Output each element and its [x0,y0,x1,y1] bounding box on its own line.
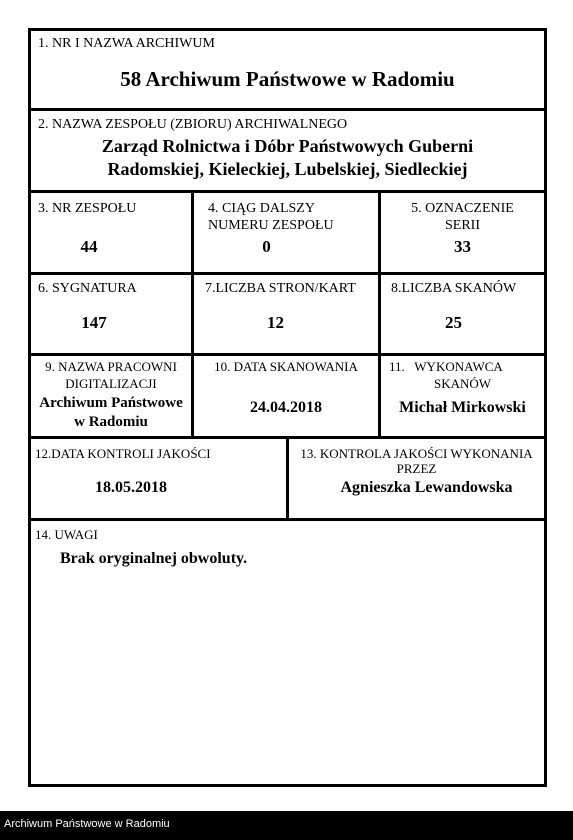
qc-date-cell [31,439,286,518]
fonds-number-cell [31,193,191,272]
qc-date-value: 18.05.2018 [95,479,167,496]
digitization-lab-value-line1: Archiwum Państwowe [39,395,183,411]
qc-by-label-line2: PRZEZ [396,461,437,476]
digitization-lab-cell [31,356,191,436]
archive-label: 1. NR I NAZWA ARCHIWUM [38,36,215,51]
fonds-continuation-label-line1: 4. CIĄG DALSZY [208,201,315,216]
remarks-value: Brak oryginalnej obwoluty. [60,550,248,567]
remarks-label: 14. UWAGI [35,527,98,542]
series-value: 33 [454,237,471,256]
footer-text: Archiwum Państwowe w Radomiu [4,818,170,830]
signature-value: 147 [81,313,107,332]
pages-cell [194,275,378,353]
scans-label: 8.LICZBA SKANÓW [391,281,517,296]
qc-by-label-line1: 13. KONTROLA JAKOŚCI WYKONANIA [300,446,533,461]
fonds-name-value-line1: Zarząd Rolnictwa i Dóbr Państwowych Guberni [101,136,474,156]
scans-value: 25 [445,313,462,332]
pages-value: 12 [267,313,284,332]
series-cell [381,193,544,272]
scanner-label-line2: SKANÓW [433,376,492,391]
series-label-line1: 5. OZNACZENIE [411,201,514,216]
scans-cell [381,275,544,353]
archive-cell [31,31,544,108]
scan-date-label: 10. DATA SKANOWANIA [214,359,358,374]
fonds-continuation-cell [194,193,378,272]
archive-value: 58 Archiwum Państwowe w Radomiu [120,67,455,91]
qc-by-value: Agnieszka Lewandowska [340,479,513,496]
footer-bar [0,811,573,840]
scanner-label-line1: 11. WYKONAWCA [389,359,503,374]
fonds-name-label: 2. NAZWA ZESPOŁU (ZBIORU) ARCHIWALNEGO [38,117,348,132]
metric-form [28,28,547,787]
digitization-lab-value-line2: w Radomiu [74,414,148,430]
digitization-lab-label-line1: 9. NAZWA PRACOWNI [45,359,177,374]
signature-cell [31,275,191,353]
qc-by-cell [289,439,544,518]
scanner-cell [381,356,544,436]
signature-label: 6. SYGNATURA [38,281,137,296]
digitization-lab-label-line2: DIGITALIZACJI [65,376,157,391]
fonds-continuation-value: 0 [262,237,271,256]
series-label-line2: SERII [445,218,480,233]
scanner-value: Michał Mirkowski [399,399,526,416]
fonds-number-label: 3. NR ZESPOŁU [38,201,137,216]
qc-date-label: 12.DATA KONTROLI JAKOŚCI [35,446,211,461]
scan-date-cell [194,356,378,436]
remarks-cell [31,521,544,784]
fonds-number-value: 44 [80,237,98,256]
fonds-name-cell [31,111,544,190]
fonds-continuation-label-line2: NUMERU ZESPOŁU [208,218,334,233]
pages-label: 7.LICZBA STRON/KART [205,281,356,296]
scan-date-value: 24.04.2018 [250,399,322,416]
fonds-name-value-line2: Radomskiej, Kieleckiej, Lubelskiej, Siedleckiej [107,159,468,179]
